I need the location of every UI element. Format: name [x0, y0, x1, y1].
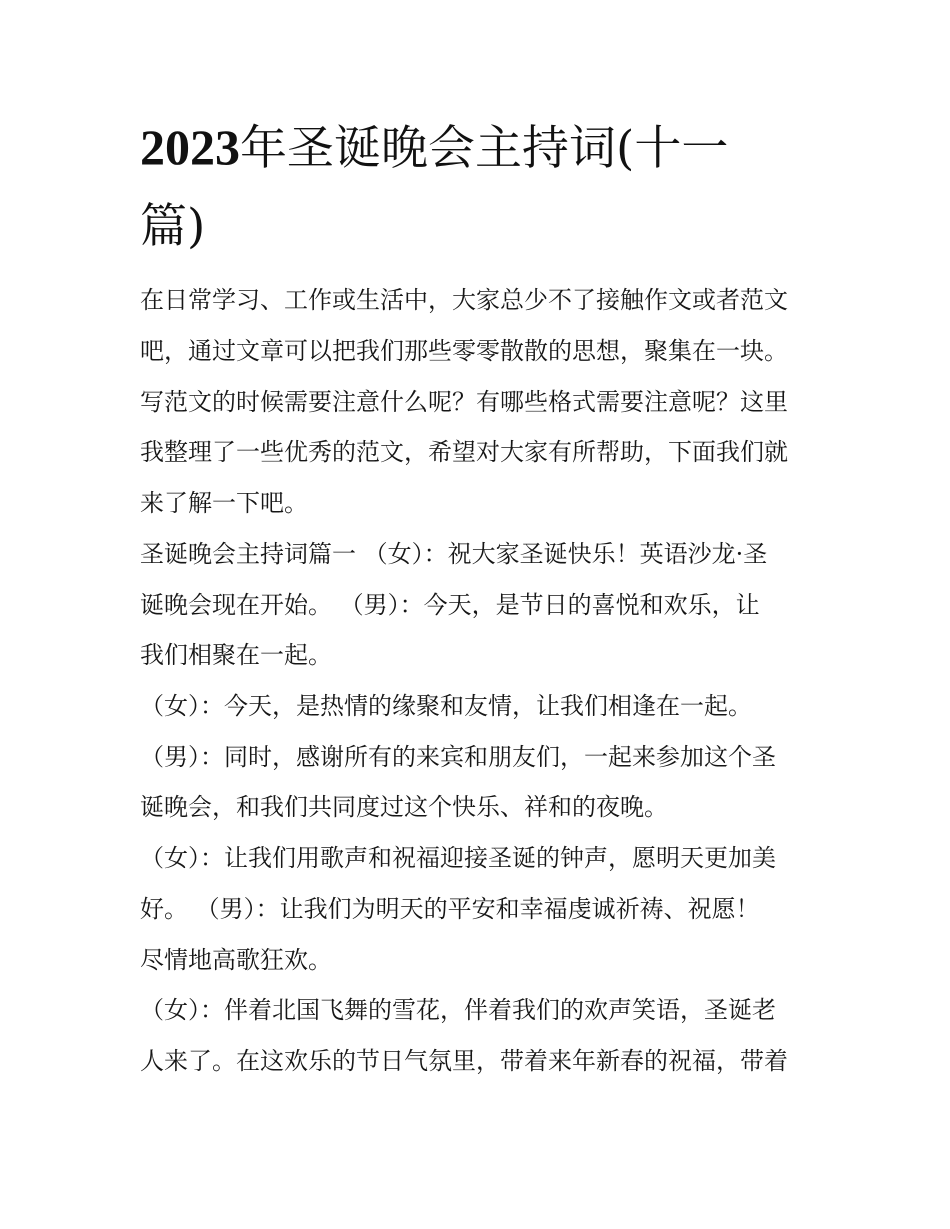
- text-line: 我们相聚在一起。: [140, 641, 332, 669]
- text-line: 人来了。在这欢乐的节日气氛里，带着来年新春的祝福，带着: [140, 1047, 788, 1075]
- document-title: [140, 108, 820, 266]
- text-line: 好。 （男）：让我们为明天的平安和幸福虔诚祈祷、祝愿！: [140, 895, 760, 923]
- title-number: 2023: [140, 119, 240, 175]
- text-line: 我整理了一些优秀的范文，希望对大家有所帮助，下面我们就: [140, 438, 788, 466]
- text-line: 吧，通过文章可以把我们那些零零散散的思想，聚集在一块。: [140, 337, 788, 365]
- title-text-line-1: 年圣诞晚会主持词(十一: [240, 121, 729, 176]
- text-line: 诞晚会，和我们共同度过这个快乐、祥和的夜晚。: [140, 793, 668, 821]
- text-line: （女）：让我们用歌声和祝福迎接圣诞的钟声，愿明天更加美: [140, 844, 776, 872]
- text-line: （男）：同时，感谢所有的来宾和朋友们，一起来参加这个圣: [140, 743, 776, 771]
- text-line: 圣诞晚会主持词篇一 （女）：祝大家圣诞快乐！英语沙龙·圣: [140, 540, 768, 568]
- text-line: （女）：今天，是热情的缘聚和友情，让我们相逢在一起。: [140, 692, 752, 720]
- text-line: （女）：伴着北国飞舞的雪花，伴着我们的欢声笑语，圣诞老: [140, 996, 776, 1024]
- text-line: 在日常学习、工作或生活中，大家总少不了接触作文或者范文: [140, 286, 788, 314]
- text-line: 诞晚会现在开始。 （男）：今天，是节日的喜悦和欢乐，让: [140, 591, 760, 619]
- text-line: 来了解一下吧。: [140, 489, 308, 517]
- text-line: 写范文的时候需要注意什么呢？有哪些格式需要注意呢？这里: [140, 388, 788, 416]
- title-text-line-2: 篇): [140, 199, 206, 254]
- text-line: 尽情地高歌狂欢。: [140, 946, 332, 974]
